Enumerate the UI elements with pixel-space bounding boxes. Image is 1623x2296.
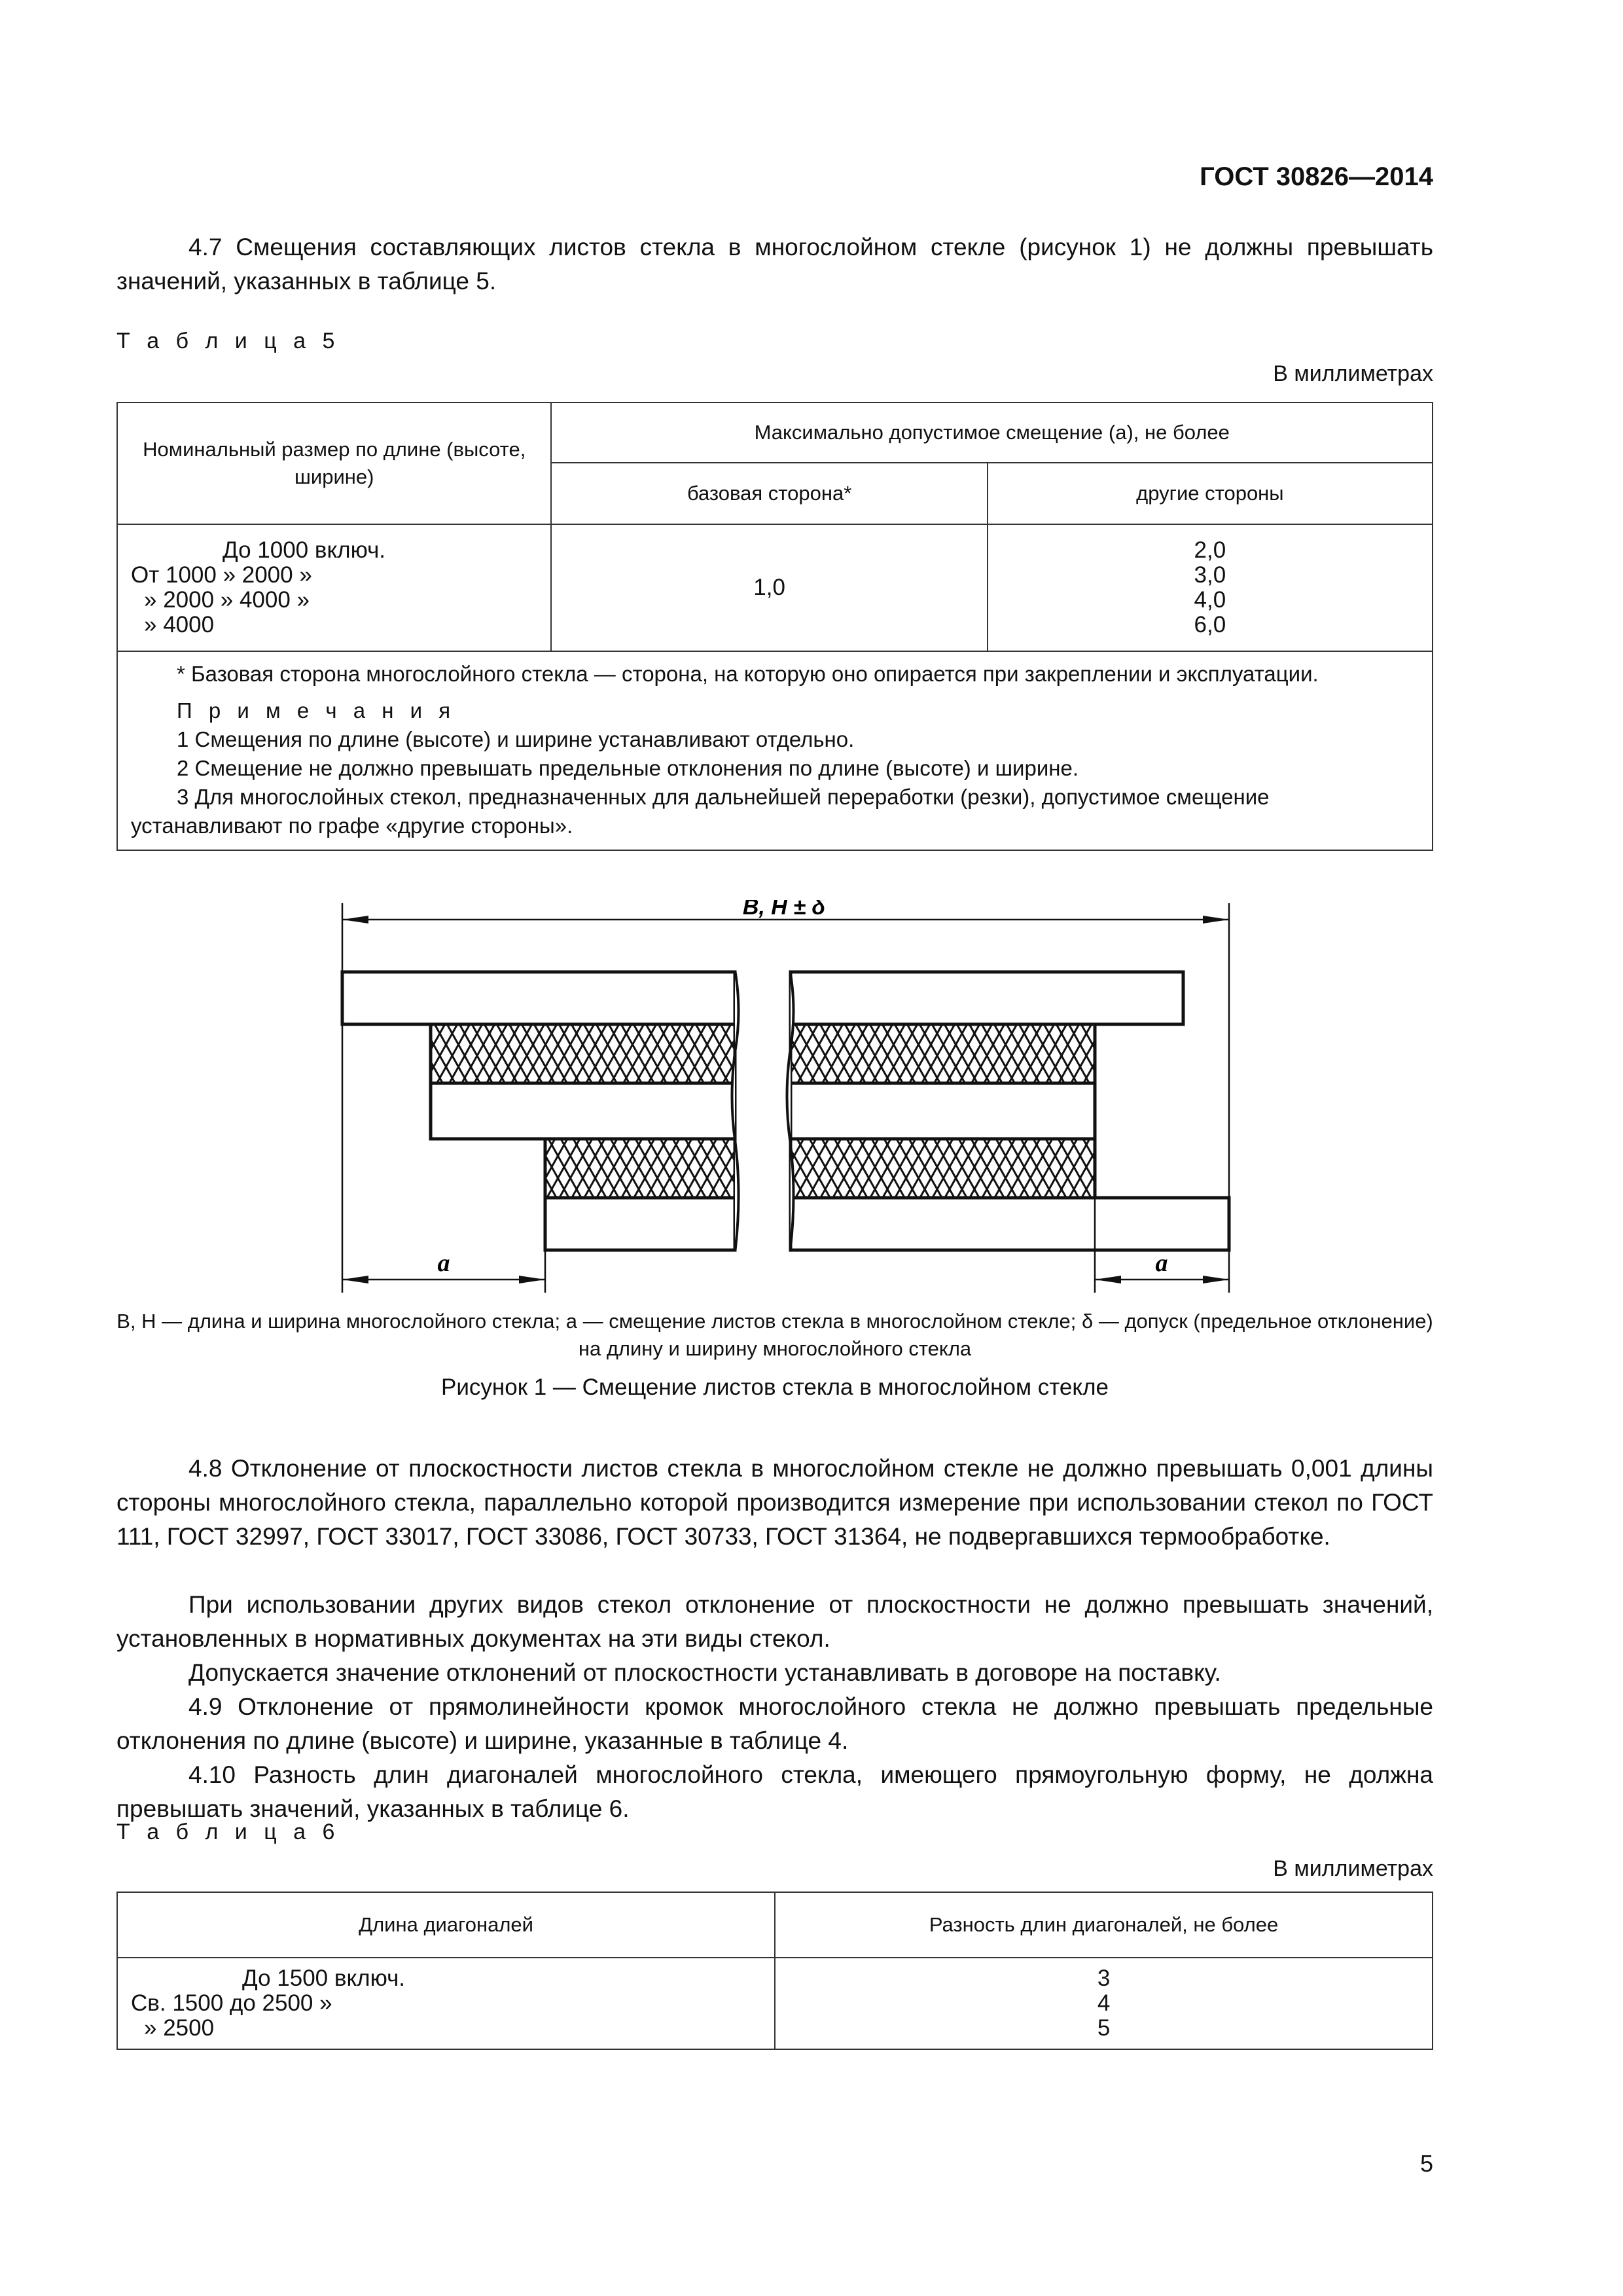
table5-head-other: другие стороны — [988, 463, 1433, 524]
dimension-a-left: a — [437, 1249, 450, 1277]
figure1-title: Рисунок 1 — Смещение листов стекла в многослойном стекле — [441, 1374, 1109, 1400]
paragraph-4-8-b: При использовании других видов стекол отклонение от плоскостности не должно превышать значений, установленных в нормативных документах на эти виды стекол. — [116, 1591, 1433, 1652]
paragraph-4-8-c: Допускается значение отклонений от плоскостности устанавливать в договоре на поставку. — [188, 1659, 1221, 1686]
table5-head-group: Максимально допустимое смещение (a), не более — [551, 403, 1433, 463]
table-row: До 1500 включ. — [242, 1965, 406, 1991]
table5-head-base: базовая сторона* — [551, 463, 987, 524]
arrow-left-icon — [342, 916, 368, 924]
table5-base-value: 1,0 — [551, 524, 987, 651]
table-row: » 4000 — [144, 612, 215, 637]
table-row: » 2500 — [144, 2015, 215, 2041]
table6-diff-cell — [775, 1958, 1433, 2049]
table-row: От 1000 » 2000 » — [131, 562, 312, 588]
table6-units: В миллиметрах — [1273, 1856, 1433, 1881]
dimension-a-right: a — [1155, 1249, 1168, 1277]
table6 — [116, 1892, 1433, 2050]
table5-note-1: 1 Смещения по длине (высоте) и ширине устанавливают отдельно. — [177, 727, 855, 751]
table5-units: В миллиметрах — [1273, 361, 1433, 386]
laminated-glass-diagram — [116, 900, 1433, 1293]
table-row: 3 — [1097, 1965, 1111, 1991]
table-row: 4,0 — [1194, 587, 1226, 613]
table-row: 4 — [1097, 1990, 1111, 2016]
figure-1 — [116, 900, 1433, 1293]
table6-head-length: Длина диагоналей — [117, 1892, 775, 1958]
table5-footnote: * Базовая сторона многослойного стекла — сторона, на которую оно опирается при закреплении и эксплуатации. — [177, 662, 1319, 686]
table-row: 6,0 — [1194, 612, 1226, 637]
table6-head-diff: Разность длин диагоналей, не более — [775, 1892, 1433, 1958]
table5-notes-title: П р и м е ч а н и я — [177, 698, 456, 723]
table-row: До 1000 включ. — [223, 537, 386, 563]
arrow-left-icon — [342, 1276, 368, 1283]
dimension-label: B, H ± δ — [742, 900, 826, 920]
page-number: 5 — [1419, 2150, 1433, 2177]
paragraph-4-7: 4.7 Смещения составляющих листов стекла в многослойном стекле (рисунок 1) не должны превышать значений, указанных в таблице 5. — [116, 234, 1433, 295]
table6-length-cell — [117, 1958, 775, 2049]
arrow-right-icon — [519, 1276, 545, 1283]
table-row: » 2000 » 4000 » — [144, 587, 310, 613]
paragraph-4-10: 4.10 Разность длин диагоналей многослойного стекла, имеющего прямоугольную форму, не должна превышать значений, указанных в таблице 6. — [116, 1761, 1433, 1822]
table5-note-3: 3 Для многослойных стекол, предназначенных для дальнейшей переработки (резки), допустимое смещение устанавливают по графе «другие стороны». — [131, 785, 1270, 838]
table-row: 2,0 — [1194, 537, 1226, 563]
table5-other-cell — [988, 524, 1433, 651]
figure1-legend: B, H — длина и ширина многослойного стекла; a — смещение листов стекла в многослойном стекле; δ — допуск (предельное отклонение) на длину и ширину многослойного стекла — [116, 1310, 1433, 1360]
table5-size-cell — [117, 524, 551, 651]
table5-label: Т а б л и ц а 5 — [116, 329, 340, 353]
table5-note-2: 2 Смещение не должно превышать предельные отклонения по длине (высоте) и ширине. — [177, 756, 1079, 780]
arrow-right-icon — [1203, 1276, 1229, 1283]
table-row: 5 — [1097, 2015, 1111, 2041]
table5 — [116, 402, 1433, 851]
table-row: 3,0 — [1194, 562, 1226, 588]
arrow-left-icon — [1095, 1276, 1121, 1283]
paragraph-4-9: 4.9 Отклонение от прямолинейности кромок многослойного стекла не должно превышать предельные отклонения по длине (высоте) и ширине, указанные в таблице 4. — [116, 1693, 1433, 1754]
standard-designation: ГОСТ 30826—2014 — [1200, 162, 1433, 191]
paragraph-4-8: 4.8 Отклонение от плоскостности листов стекла в многослойном стекле не должно превышать 0,001 длины стороны многослойного стекла, параллельно которой производится измерение при использовании стекол по ГОСТ 111, ГОСТ 32997, ГОСТ 33017, ГОСТ 33086, ГОСТ 30733, ГОСТ 31364, не подвергавшихся термообработке. — [116, 1455, 1433, 1550]
table5-head-size: Номинальный размер по длине (высоте, ширине) — [117, 403, 551, 524]
table6-label: Т а б л и ц а 6 — [116, 1820, 340, 1844]
arrow-right-icon — [1203, 916, 1229, 924]
table5-footer — [116, 652, 1433, 851]
table-row: Св. 1500 до 2500 » — [131, 1990, 332, 2016]
